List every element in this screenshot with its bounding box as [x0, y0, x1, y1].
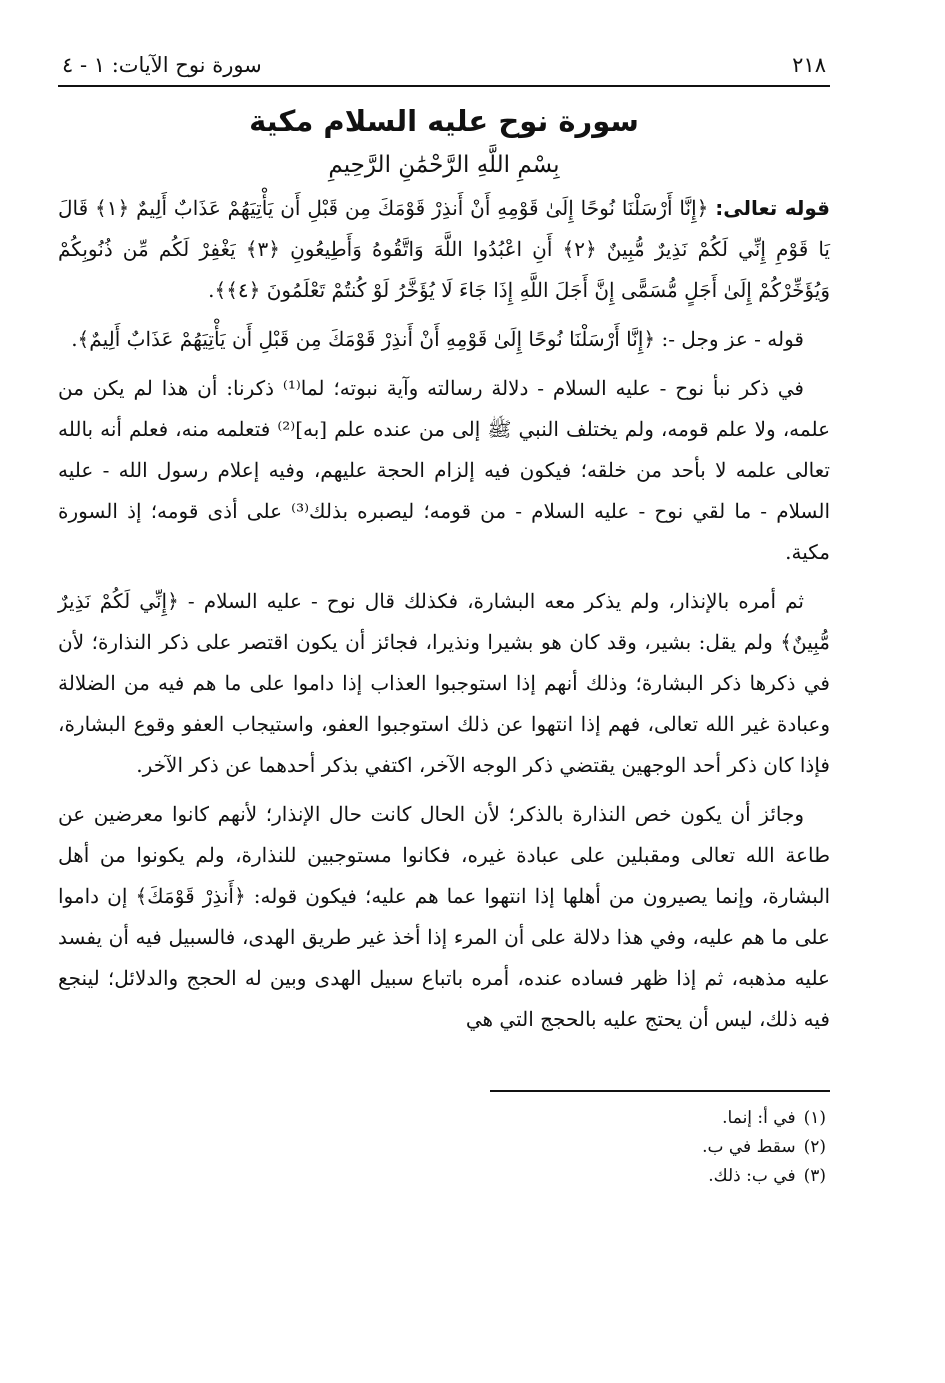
footnote-number: (١): [803, 1108, 826, 1129]
footnote-divider: [490, 1090, 830, 1092]
footnote-number: (٣): [803, 1166, 826, 1187]
footnote-item: [58, 1104, 826, 1133]
footnote-text: سقط في ب.: [702, 1137, 796, 1158]
footnote-number: (٢): [803, 1137, 826, 1158]
footnote-item: [58, 1162, 826, 1191]
basmala: بِسْمِ اللَّهِ الرَّحْمَٰنِ الرَّحِيمِ: [328, 151, 560, 178]
running-title: سورة نوح الآيات: ١ - ٤: [62, 53, 262, 77]
verses-lead-label: قوله تعالى:: [715, 196, 831, 221]
quran-verses-block: [58, 188, 830, 311]
footnotes: [58, 1104, 830, 1191]
commentary-paragraph: في ذكر نبأ نوح - عليه السلام - دلالة رسالته وآية نبوته؛ لما⁽¹⁾ ذكرنا: أن هذا لم يكن من علمه، ولا علم قومه، ولم يختلف النبي ﷺ إلى من عنده علم [به]⁽²⁾ فتعلمه منه، فعلم أنه بالله تعالى علمه لا بأحد من خلقه؛ فيكون فيه إلزام الحجة عليهم، وفيه إعلام رسول الله - عليه السلام - ما لقي نوح - عليه السلام - من قومه؛ ليصبره بذلك⁽³⁾ على أذى قومه؛ إذ السورة مكية.: [58, 376, 831, 565]
chapter-title: سورة نوح عليه السلام مكية: [249, 104, 639, 139]
verses-text: ﴿إِنَّا أَرْسَلْنَا نُوحًا إِلَىٰ قَوْمِهِ أَنْ أَنذِرْ قَوْمَكَ مِن قَبْلِ أَن يَأْتِيَهُمْ عَذَابٌ أَلِيمٌ ﴿١﴾ قَالَ يَا قَوْمِ إِنِّي لَكُمْ نَذِيرٌ مُّبِينٌ ﴿٢﴾ أَنِ اعْبُدُوا اللَّهَ وَاتَّقُوهُ وَأَطِيعُونِ ﴿٣﴾ يَغْفِرْ لَكُم مِّن ذُنُوبِكُمْ وَيُؤَخِّرْكُمْ إِلَىٰ أَجَلٍ مُّسَمًّى إِنَّ أَجَلَ اللَّهِ إِذَا جَاءَ لَا يُؤَخَّرُ لَوْ كُنتُمْ تَعْلَمُونَ ﴿٤﴾﴾.: [58, 196, 830, 303]
book-page: [58, 52, 830, 1191]
running-header: [58, 52, 830, 87]
page-number: ٢١٨: [792, 53, 826, 77]
footnote-text: في ب: ذلك.: [708, 1166, 796, 1187]
commentary-paragraph: ثم أمره بالإنذار، ولم يذكر معه البشارة، فكذلك قال نوح - عليه السلام - ﴿إِنِّي لَكُمْ نَذِيرٌ مُّبِينٌ﴾ ولم يقل: بشير، وقد كان هو بشيرا ونذيرا، فجائز أن يكون اقتصر على ذكر النذارة؛ لأن في ذكرها ذكر البشارة؛ وذلك أنهم إذا استوجبوا العذاب إذا داموا على ما هم فيه من الضلالة وعبادة غير الله تعالى، فهم إذا انتهوا عن ذلك استوجبوا العفو، واستيجاب العفو وقوع البشارة، فإذا كان ذكر أحد الوجهين يقتضي ذكر الوجه الآخر، اكتفي بذكر أحدهما عن ذكر الآخر.: [58, 589, 830, 778]
commentary-paragraph: وجائز أن يكون خص النذارة بالذكر؛ لأن الحال كانت حال الإنذار؛ لأنهم كانوا معرضين عن طاعة الله تعالى ومقبلين على عبادة غيره، فكانوا مستوجبين للنذارة، ولم يكونوا من أهل البشارة، وإنما يصيرون من أهلها إذا انتهوا عما هم عليه؛ فيكون قوله: ﴿أَنذِرْ قَوْمَكَ﴾ إن داموا على ما هم عليه، وفي هذا دلالة على أن المرء إذا أخذ غير طريق الهدى، فالسبيل فيه أن يفسد عليه مذهبه، ثم إذا ظهر فساده عنده، أمره باتباع سبيل الهدى وبين له الحجج والدلائل؛ لينجع فيه ذلك، ليس أن يحتج عليه بالحجج التي هي: [58, 802, 830, 1032]
commentary-paragraph: قوله - عز وجل -: ﴿إِنَّا أَرْسَلْنَا نُوحًا إِلَىٰ قَوْمِهِ أَنْ أَنذِرْ قَوْمَكَ مِن قَبْلِ أَن يَأْتِيَهُمْ عَذَابٌ أَلِيمٌ﴾.: [71, 327, 804, 352]
footnote-text: في أ: إنما.: [722, 1108, 796, 1129]
footnote-item: [58, 1133, 826, 1162]
